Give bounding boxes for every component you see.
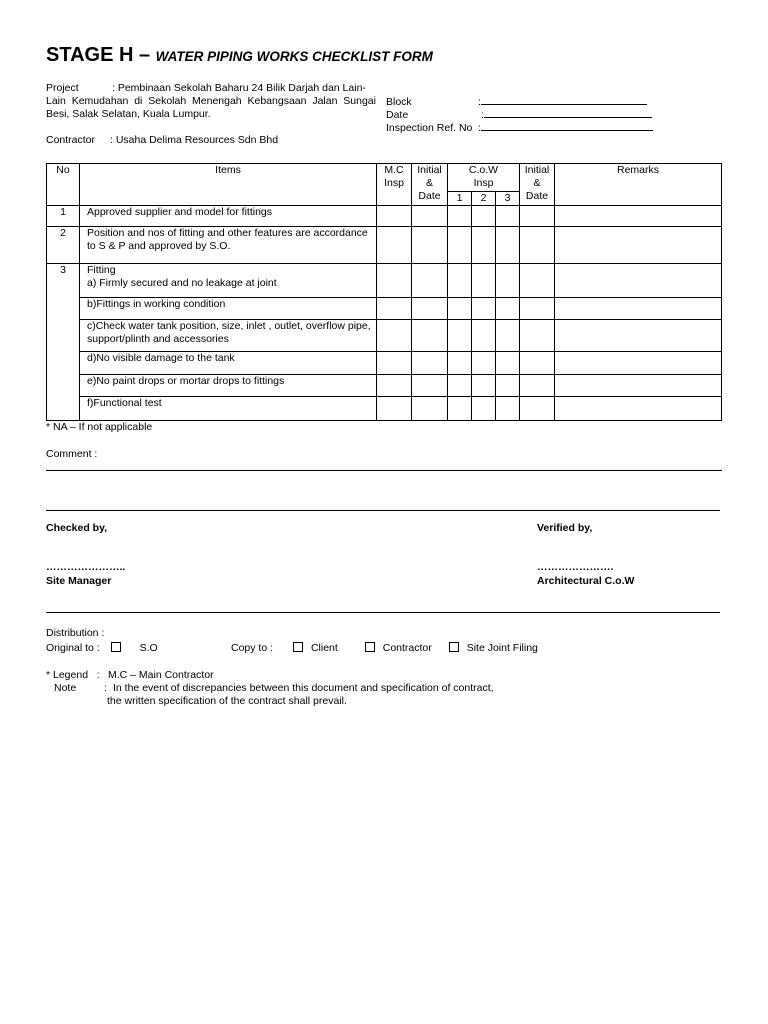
cell-cow-2[interactable] [472,352,496,375]
cell-cow-3[interactable] [496,375,520,397]
date-sep: : [481,109,484,121]
note-sep: : [104,682,107,694]
cell-remarks[interactable] [555,264,722,298]
table-row [47,264,722,298]
cell-mc-insp[interactable] [377,206,412,227]
note-line-2: the written specification of the contract shall prevail. [107,695,347,707]
date-input-line[interactable] [484,108,652,118]
header-cow-3: 3 [496,192,520,206]
cell-cow-1[interactable] [448,397,472,421]
date-field[interactable] [386,108,652,121]
row-item: c)Check water tank position, size, inlet , outlet, overflow pipe, support/plinth and accessories [80,320,377,352]
stage-title: STAGE H – [46,44,151,66]
cell-cow-3[interactable] [496,227,520,264]
date-label: Date [386,109,409,121]
signature-dots-left[interactable]: ………………….. [46,561,126,573]
distribution-row [46,642,158,654]
divider [46,612,720,613]
project-text-rest: Lain Kemudahan di Sekolah Menengah Kebangsaan Jalan Sungai Besi, Salak Selatan, Kuala Lumpur. [46,95,376,120]
cell-initial-1[interactable] [412,264,448,298]
inspection-input-line[interactable] [481,121,653,131]
cell-cow-2[interactable] [472,397,496,421]
table-row [47,352,722,375]
original-to-label: Original to : [46,642,100,654]
inspection-label: Inspection Ref. No [386,122,473,134]
cell-remarks[interactable] [555,375,722,397]
inspection-ref-field[interactable] [386,121,653,134]
header-items: Items [80,164,377,206]
block-input-line[interactable] [481,95,647,105]
cell-initial-2[interactable] [520,298,555,320]
legend-text: M.C – Main Contractor [108,669,214,681]
form-title [46,44,433,67]
row-item: b)Fittings in working condition [80,298,377,320]
copy-to-label: Copy to : [231,642,274,654]
cell-mc-insp[interactable] [377,352,412,375]
header-cow-2: 2 [472,192,496,206]
cell-cow-1[interactable] [448,320,472,352]
na-note: * NA – If not applicable [46,421,153,433]
site-manager-label: Site Manager [46,575,112,587]
cell-cow-2[interactable] [472,206,496,227]
cell-remarks[interactable] [555,206,722,227]
cell-cow-3[interactable] [496,397,520,421]
row-item: Approved supplier and model for fittings [80,206,377,227]
cell-initial-2[interactable] [520,206,555,227]
contractor-checkbox[interactable] [365,642,375,652]
comment-label: Comment : [46,448,98,460]
table-row [47,227,722,264]
cell-cow-1[interactable] [448,375,472,397]
architectural-cow-label: Architectural C.o.W [537,575,635,587]
note-line-1: In the event of discrepancies between this document and specification of contract, [113,682,494,694]
comment-line-1[interactable] [46,470,722,471]
cell-cow-2[interactable] [472,227,496,264]
cell-mc-insp[interactable] [377,320,412,352]
note-label: Note [54,682,77,694]
cell-initial-2[interactable] [520,375,555,397]
cell-initial-1[interactable] [412,397,448,421]
row-no: 1 [47,206,80,227]
cell-cow-2[interactable] [472,375,496,397]
cell-cow-2[interactable] [472,320,496,352]
cell-mc-insp[interactable] [377,227,412,264]
row-item: Fitting a) Firmly secured and no leakage at joint [80,264,377,298]
cell-cow-1[interactable] [448,352,472,375]
checklist-table [46,163,722,421]
block-field[interactable] [386,95,647,108]
cell-initial-2[interactable] [520,264,555,298]
checked-by-label: Checked by, [46,522,108,534]
cell-cow-3[interactable] [496,320,520,352]
so-label: S.O [139,642,158,654]
project-text-line1: : Pembinaan Sekolah Baharu 24 Bilik Darjah dan Lain- [112,82,366,94]
cell-mc-insp[interactable] [377,264,412,298]
table-row [47,298,722,320]
header-mc-insp: M.C Insp [377,164,412,206]
table-row [47,206,722,227]
cell-remarks[interactable] [555,320,722,352]
form-subtitle: WATER PIPING WORKS CHECKLIST FORM [155,49,433,64]
cell-initial-2[interactable] [520,227,555,264]
project-label: Project [46,82,79,94]
copy-to-row [231,642,538,654]
header-no: No [47,164,80,206]
header-initial-date-1: Initial & Date [412,164,448,206]
cell-mc-insp[interactable] [377,298,412,320]
block-sep: : [478,96,481,108]
cell-remarks[interactable] [555,298,722,320]
cell-remarks[interactable] [555,397,722,421]
row-item: f)Functional test [80,397,377,421]
cell-initial-2[interactable] [520,352,555,375]
cell-cow-1[interactable] [448,227,472,264]
contractor-value: : Usaha Delima Resources Sdn Bhd [110,134,279,146]
cell-initial-1[interactable] [412,320,448,352]
contractor-label: Contractor [46,134,96,146]
cell-cow-1[interactable] [448,264,472,298]
cell-mc-insp[interactable] [377,397,412,421]
client-checkbox[interactable] [293,642,303,652]
so-checkbox[interactable] [111,642,121,652]
block-label: Block [386,96,412,108]
comment-line-2[interactable] [46,510,720,511]
signature-dots-right[interactable]: …………………. [537,561,614,573]
table-row [47,375,722,397]
cell-mc-insp[interactable] [377,375,412,397]
verified-by-label: Verified by, [537,522,593,534]
header-cow-1: 1 [448,192,472,206]
row-no: 2 [47,227,80,264]
cell-initial-2[interactable] [520,320,555,352]
cell-initial-2[interactable] [520,397,555,421]
cell-remarks[interactable] [555,227,722,264]
cell-remarks[interactable] [555,352,722,375]
cell-cow-3[interactable] [496,298,520,320]
cell-initial-1[interactable] [412,206,448,227]
site-joint-filing-label: Site Joint Filing [466,642,538,654]
site-joint-filing-checkbox[interactable] [449,642,459,652]
client-label: Client [310,642,338,654]
inspection-sep: : [478,122,481,134]
cell-initial-1[interactable] [412,227,448,264]
cell-cow-2[interactable] [472,264,496,298]
contractor-checkbox-label: Contractor [382,642,432,654]
cell-cow-3[interactable] [496,352,520,375]
cell-cow-1[interactable] [448,206,472,227]
cell-cow-1[interactable] [448,298,472,320]
row-item: e)No paint drops or mortar drops to fittings [80,375,377,397]
table-row [47,397,722,421]
row-item: d)No visible damage to the tank [80,352,377,375]
cell-cow-2[interactable] [472,298,496,320]
cell-initial-1[interactable] [412,375,448,397]
legend-label: * Legend : [46,669,100,681]
header-remarks: Remarks [555,164,722,206]
cell-initial-1[interactable] [412,352,448,375]
header-initial-date-2: Initial & Date [520,164,555,206]
distribution-label: Distribution : [46,627,105,639]
cell-cow-3[interactable] [496,264,520,298]
table-row [47,320,722,352]
row-item: Position and nos of fitting and other features are accordance to S & P and approved by S.O. [80,227,377,264]
cell-initial-1[interactable] [412,298,448,320]
row-no: 3 [47,264,80,421]
header-cow-insp: C.o.W Insp [448,164,520,192]
cell-cow-3[interactable] [496,206,520,227]
